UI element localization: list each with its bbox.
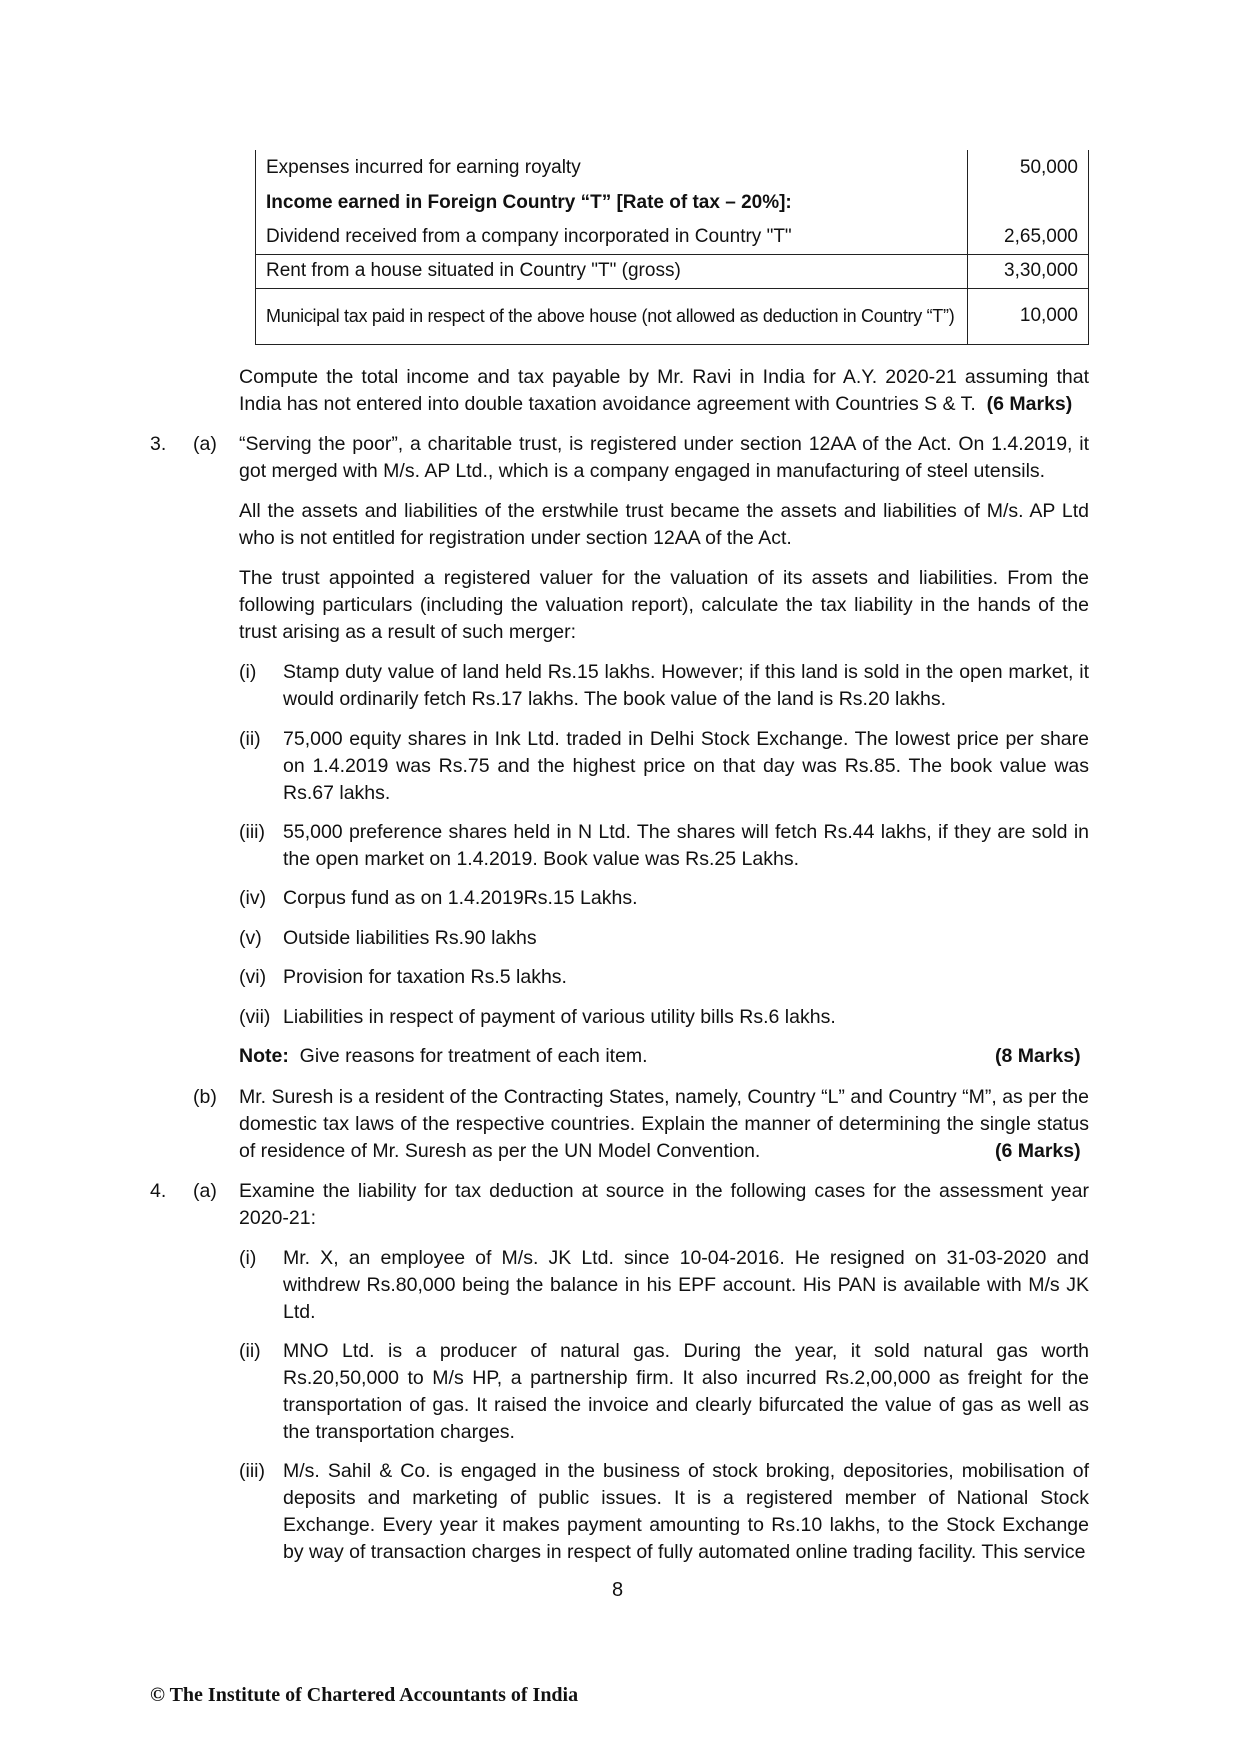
q4-a-label: (a)	[193, 1180, 217, 1202]
q3-b-label: (b)	[193, 1086, 217, 1108]
q3-item-text: Outside liabilities Rs.90 lakhs	[283, 927, 537, 949]
q3-a-label: (a)	[193, 433, 217, 455]
income-table	[255, 150, 1089, 345]
table-row	[256, 186, 1089, 220]
q2-compute-text: Compute the total income and tax payable by Mr. Ravi in India for A.Y. 2020-21 assuming that India has not entered into double taxation avoidance agreement with Countries S & T.	[239, 366, 1089, 415]
q3-item-text: 55,000 preference shares held in N Ltd. The shares will fetch Rs.44 lakhs, if they are sold in the open market on 1.4.2019. Book value was Rs.25 Lakhs.	[283, 821, 1089, 870]
row-amount: 3,30,000	[968, 254, 1089, 288]
q4-item-text: M/s. Sahil & Co. is engaged in the business of stock broking, depositories, mobilisation of deposits and marketing of public issues. It is a registered member of National Stock Exchange. Every year it makes payment amounting to Rs.10 lakhs, to the Stock Exchange by way of transaction charges in respect of fully automated online trading facility. This service	[283, 1460, 1089, 1563]
q3-item-label: (ii)	[239, 728, 261, 750]
page-number: 8	[612, 1579, 624, 1601]
q4-item-text: Mr. X, an employee of M/s. JK Ltd. since 10-04-2016. He resigned on 31-03-2020 and withdrew Rs.80,000 being the balance in his EPF account. His PAN is available with M/s JK Ltd.	[283, 1247, 1089, 1323]
row-amount: 10,000	[968, 288, 1089, 344]
q4-item-label: (ii)	[239, 1340, 261, 1362]
row-label: Rent from a house situated in Country "T" (gross)	[256, 254, 968, 288]
q3-item-label: (iv)	[239, 887, 267, 909]
row-amount: 2,65,000	[968, 220, 1089, 254]
footer-copyright: © The Institute of Chartered Accountants of India	[150, 1684, 579, 1706]
q3-b-paragraph	[239, 1084, 1089, 1165]
q3-item-label: (vi)	[239, 966, 267, 988]
q4-item-label: (i)	[239, 1247, 257, 1269]
q4-item-label: (iii)	[239, 1460, 265, 1482]
row-label: Dividend received from a company incorporated in Country "T"	[256, 220, 968, 254]
q3-a-paragraph-1: “Serving the poor”, a charitable trust, is registered under section 12AA of the Act. On 1.4.2019, it got merged with M/s. AP Ltd., which is a company engaged in manufacturing of steel utensils.	[239, 433, 1089, 482]
row-label: Expenses incurred for earning royalty	[256, 150, 968, 186]
q3-a-paragraph-3: The trust appointed a registered valuer for the valuation of its assets and liabilities. From the following particulars (including the valuation report), calculate the tax liability in the hands of the trust arising as a result of such merger:	[239, 567, 1089, 643]
q3-a-marks: (8 Marks)	[995, 1045, 1081, 1067]
q2-compute-paragraph	[239, 364, 1089, 418]
q3-number: 3.	[150, 433, 167, 455]
q3-item-label: (i)	[239, 661, 257, 683]
table-row	[256, 288, 1089, 344]
q3-item-text: 75,000 equity shares in Ink Ltd. traded in Delhi Stock Exchange. The lowest price per share on 1.4.2019 was Rs.75 and the highest price on that day was Rs.85. The book value was Rs.67 lakhs.	[283, 728, 1089, 804]
q3-item-label: (iii)	[239, 821, 265, 843]
q3-note	[239, 1043, 648, 1070]
q3-a-paragraph-2: All the assets and liabilities of the erstwhile trust became the assets and liabilities of M/s. AP Ltd who is not entitled for registration under section 12AA of the Act.	[239, 500, 1089, 549]
table-row	[256, 150, 1089, 186]
note-label: Note:	[239, 1045, 289, 1067]
q2-marks: (6 Marks)	[986, 393, 1073, 415]
q3-item-label: (vii)	[239, 1006, 271, 1028]
row-amount: 50,000	[968, 150, 1089, 186]
q4-item-text: MNO Ltd. is a producer of natural gas. During the year, it sold natural gas worth Rs.20,50,000 to M/s HP, a partnership firm. It also incurred Rs.2,00,000 as freight for the transportation of gas. It raised the invoice and clearly bifurcated the value of gas as well as the transportation charges.	[283, 1340, 1089, 1443]
table-row	[256, 220, 1089, 254]
q3-b-text: Mr. Suresh is a resident of the Contracting States, namely, Country “L” and Country “M”, as per the domestic tax laws of the respective countries. Explain the manner of determining the single status of residence of Mr. Suresh as per the UN Model Convention.	[239, 1086, 1089, 1162]
table-row	[256, 254, 1089, 288]
q4-number: 4.	[150, 1180, 167, 1202]
q3-item-text: Corpus fund as on 1.4.2019Rs.15 Lakhs.	[283, 887, 638, 909]
row-amount	[968, 186, 1089, 220]
note-text: Give reasons for treatment of each item.	[299, 1045, 648, 1067]
q3-item-text: Stamp duty value of land held Rs.15 lakhs. However; if this land is sold in the open market, it would ordinarily fetch Rs.17 lakhs. The book value of the land is Rs.20 lakhs.	[283, 661, 1089, 710]
q3-item-text: Provision for taxation Rs.5 lakhs.	[283, 966, 567, 988]
q3-item-text: Liabilities in respect of payment of various utility bills Rs.6 lakhs.	[283, 1006, 836, 1028]
q3-b-marks: (6 Marks)	[995, 1140, 1081, 1162]
row-heading: Income earned in Foreign Country “T” [Rate of tax – 20%]:	[256, 186, 968, 220]
q3-item-label: (v)	[239, 927, 262, 949]
q4-a-paragraph: Examine the liability for tax deduction at source in the following cases for the assessment year 2020-21:	[239, 1180, 1089, 1229]
row-label: Municipal tax paid in respect of the above house (not allowed as deduction in Country “T”)	[256, 288, 968, 344]
